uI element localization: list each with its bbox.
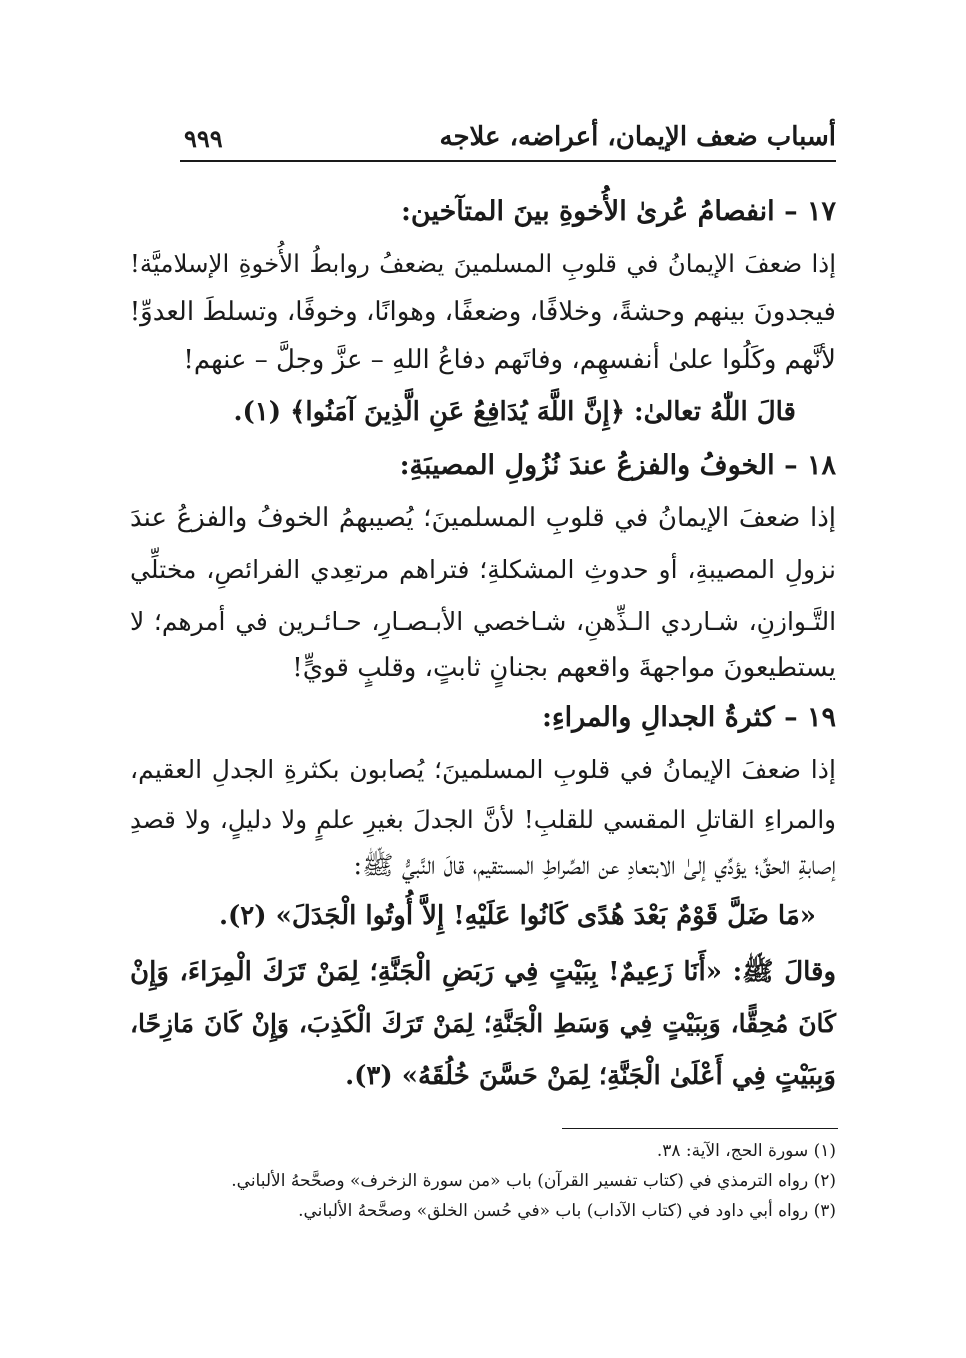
hadith-line: «مَا ضَلَّ قَوْمٌ بَعْدَ هُدًى كَانُوا عَلَيْهِ! إِلاَّ أُوتُوا الْجَدَلَ» (٢).	[218, 901, 816, 931]
hadith-line: وَبِبَيْتٍ فِي أَعْلَىٰ الْجَنَّةِ؛ لِمَنْ حَسَّنَ خُلُقَهُ» (٣).	[345, 1061, 836, 1091]
paragraph-line: إذا ضعفَ الإيمانُ في قلوبِ المسلمينَ؛ يُصيبهمُ الخوفُ والفزعُ عندَ	[130, 503, 836, 533]
paragraph-line: إذا ضعفَ الإيمانُ في قلوبِ المسلمينَ يضعفُ روابطُ الأُخوةِ الإسلاميَّة!	[130, 249, 836, 278]
footnote-3: (٣) رواه أبي داود في (كتاب الآداب) باب «في حُسن الخلق» وصحَّحهُ الألباني.	[298, 1201, 836, 1221]
footnote-1: (١) سورة الحج، الآية: ٣٨.	[656, 1141, 836, 1161]
paragraph-line: إصابةِ الحقِّ؛ يؤدِّي إلىٰ الابتعادِ عن الصِّراطِ المستقيم، قالَ النَّبيُّ ﷺ:	[353, 851, 836, 881]
section-heading-18: ١٨ – الخوفُ والفزعُ عندَ نُزُولِ المصيبَةِ:	[399, 450, 836, 481]
page-number: ٩٩٩	[184, 124, 223, 153]
paragraph-line: لأنَّهم وكَلُوا علىٰ أنفسهِم، وفاتَهم دفاعُ اللهِ – عزَّ وجلَّ – عنهم!	[183, 345, 836, 375]
hadith-line: كَانَ مُحِقًّا، وَبِبَيْتٍ فِي وَسَطِ الْجَنَّةِ؛ لِمَنْ تَرَكَ الْكَذِبَ، وَإِنْ كَانَ مَازِحًا،	[130, 1009, 836, 1038]
running-title: أسباب ضعف الإيمان، أعراضه، علاجه	[439, 122, 836, 152]
footnote-separator	[562, 1128, 838, 1129]
paragraph-line: نزولِ المصيبةِ، أو حدوثِ المشكلةِ؛ فتراهم مرتعِدي الفرائصِ، مختلِّي	[130, 555, 836, 584]
paragraph-line: يستطيعونَ مواجهةَ واقعهم بجنانٍ ثابتٍ، وقلبٍ قويٍّ!	[292, 653, 836, 683]
hadith-line: وقالَ ﷺ: «أَنَا زَعِيمٌ! بِبَيْتٍ فِي رَبَضِ الْجَنَّةِ؛ لِمَنْ تَرَكَ الْمِرَاءَ، وَإِنْ	[130, 957, 836, 987]
footnote-2: (٢) رواه الترمذي في (كتاب تفسير القرآن) باب «من سورة الزخرف» وصحَّحهُ الألباني.	[231, 1171, 836, 1191]
paragraph-line: والمراءِ القاتلِ المقسي للقلبِ! لأنَّ الجدلَ بغيرِ علمٍ ولا دليلٍ، ولا قصدِ	[130, 805, 836, 834]
section-heading-17: ١٧ – انفصامُ عُرىٰ الأُخوةِ بينَ المتآخين:	[400, 196, 836, 227]
paragraph-line: فيجدونَ بينهم وحشةً، وخلافًا، وضعفًا، وهوانًا، وخوفًا، وتسلطَ العدوِّ!	[129, 297, 836, 327]
paragraph-line: التَّـوازنِ، شـاردي الـذِّهنِ، شـاخصي الأبـصـارِ، حـائـرين في أمرهم؛ لا	[130, 607, 836, 636]
section-heading-19: ١٩ – كثرةُ الجدالِ والمراءِ:	[541, 702, 836, 733]
paragraph-line: إذا ضعفَ الإيمانُ في قلوبِ المسلمينَ؛ يُصابون بكثرةِ الجدلِ العقيم،	[130, 755, 836, 784]
quran-verse-line: قالَ اللّٰهُ تعالىٰ: ﴿إِنَّ اللَّهَ يُدَافِعُ عَنِ الَّذِينَ آمَنُوا﴾ (١).	[233, 397, 796, 427]
page-header	[180, 118, 836, 162]
